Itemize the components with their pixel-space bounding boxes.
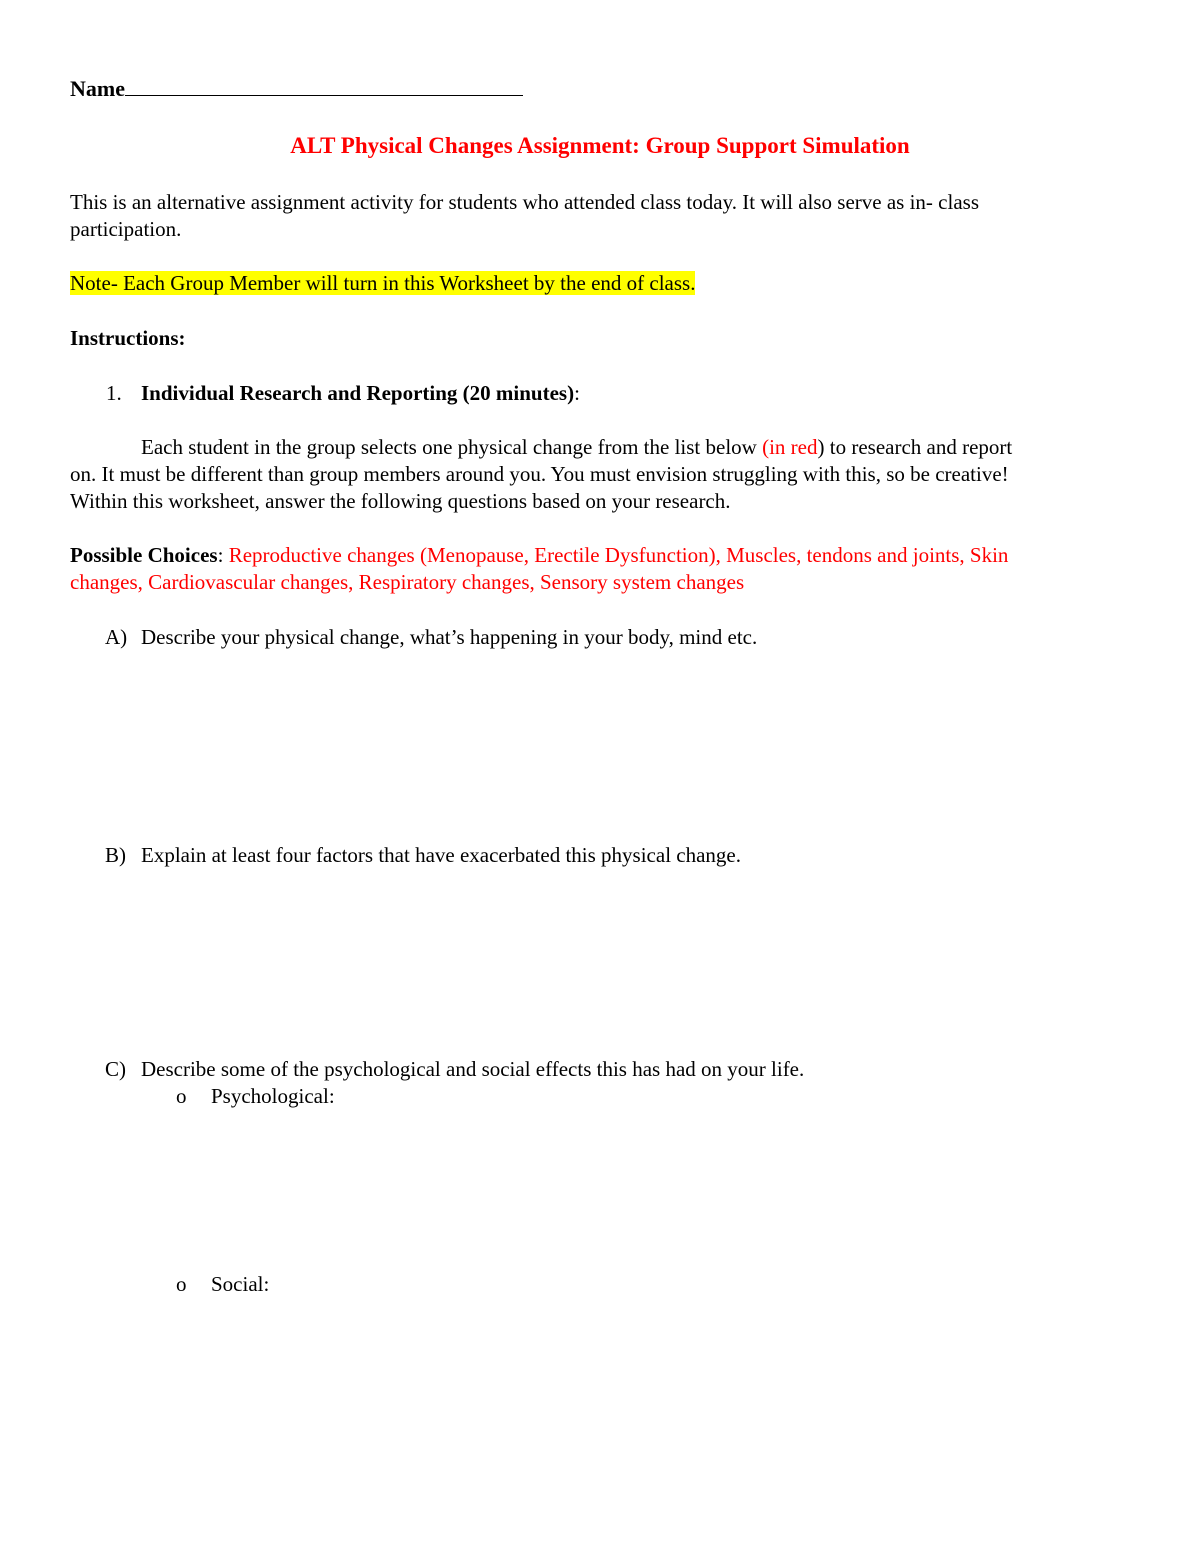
name-label: Name [70, 76, 125, 101]
choices-line-1 [70, 542, 1008, 569]
step-1-heading [141, 380, 580, 407]
name-line [70, 75, 523, 102]
intro-line-1: This is an alternative assignment activity for students who attended class today. It will also serve as in- class [70, 190, 979, 214]
step-1-para-line-2: on. It must be different than group members around you. You must envision struggling with this, so be creative! [70, 462, 1009, 486]
question-c-label: C) [105, 1057, 126, 1081]
step-1-para-text: Each student in the group selects one physical change from the list below [141, 435, 763, 459]
choices-sep: : [217, 543, 229, 567]
subitem-psychological: Psychological: [211, 1084, 335, 1108]
step-1-number: 1. [106, 381, 122, 405]
question-a-text: Describe your physical change, what’s happening in your body, mind etc. [141, 625, 758, 649]
step-1-para-line-3: Within this worksheet, answer the following questions based on your research. [70, 489, 731, 513]
bullet-social: o [176, 1272, 187, 1296]
choices-label: Possible Choices [70, 543, 218, 567]
in-red-note: (in red [762, 435, 818, 459]
question-b-text: Explain at least four factors that have exacerbated this physical change. [141, 843, 741, 867]
step-1-para-line-1 [141, 434, 1012, 461]
choices-line-2: changes, Cardiovascular changes, Respiratory changes, Sensory system changes [70, 570, 745, 594]
step-1-heading-suffix: : [574, 381, 580, 405]
bullet-psychological: o [176, 1084, 187, 1108]
instructions-heading: Instructions: [70, 326, 186, 350]
note [70, 270, 695, 297]
question-a-label: A) [105, 625, 128, 649]
page-title: ALT Physical Changes Assignment: Group Support Simulation [290, 133, 910, 158]
question-c-text: Describe some of the psychological and social effects this has had on your life. [141, 1057, 805, 1081]
name-blank [125, 75, 523, 96]
step-1-para-text-end: ) to research and report [817, 435, 1013, 459]
choices-list: Reproductive changes (Menopause, Erectile Dysfunction), Muscles, tendons and joints, Skin [228, 543, 1009, 567]
step-1-heading-text: Individual Research and Reporting (20 minutes) [141, 381, 575, 405]
note-highlight: Note- Each Group Member will turn in this Worksheet by the end of class. [70, 271, 696, 295]
subitem-social: Social: [211, 1272, 270, 1296]
intro-line-2: participation. [70, 217, 182, 241]
question-b-label: B) [105, 843, 126, 867]
